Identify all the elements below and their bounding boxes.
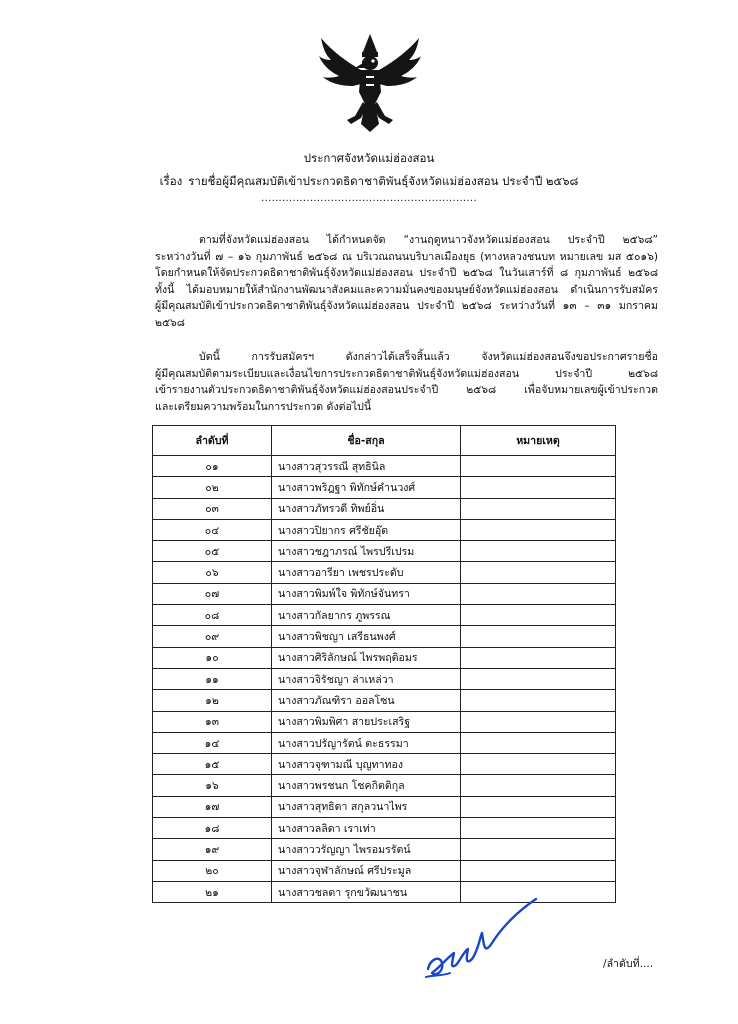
row-name: นางสาววรัญญา ไพรอมรรัตน์ bbox=[272, 839, 461, 860]
row-name: นางสาวพิชญา เสรีธนพงศ์ bbox=[272, 626, 461, 647]
table-row bbox=[153, 498, 616, 519]
announcement-subject-line bbox=[0, 173, 738, 189]
header-name: ชื่อ-สกุล bbox=[272, 426, 461, 456]
row-number: ๐๖ bbox=[153, 562, 272, 583]
row-number: ๑๔ bbox=[153, 732, 272, 753]
row-name: นางสาวจุฑามณี บุญทาทอง bbox=[272, 754, 461, 775]
table-row bbox=[153, 562, 616, 583]
row-number: ๑๖ bbox=[153, 775, 272, 796]
row-number: ๑๙ bbox=[153, 839, 272, 860]
paragraph-line: บัดนี้ การรับสมัครฯ ดังกล่าวได้เสร็จสิ้นแล้ว จังหวัดแม่ฮ่องสอนจึงขอประกาศรายชื่อ bbox=[199, 351, 658, 363]
table-row bbox=[153, 456, 616, 477]
row-name: นางสาวปรัญารัตน์ ตะธรรมา bbox=[272, 732, 461, 753]
row-number: ๐๕ bbox=[153, 541, 272, 562]
row-note bbox=[461, 839, 616, 860]
paragraph-line: ระหว่างวันที่ ๗ – ๑๖ กุมภาพันธ์ ๒๕๖๘ ณ บริเวณถนนบริบาลเมืองยุธ (ทางหลวงชนบท หมายเลข มส ๕๐๑๖) bbox=[155, 250, 658, 263]
paragraph-line: ทั้งนี้ ได้มอบหมายให้สำนักงานพัฒนาสังคมและความมั่นคงของมนุษย์จังหวัดแม่ฮ่องสอน ดำเนินการรับสมัคร bbox=[155, 283, 658, 296]
row-name: นางสาวอารียา เพชรประดับ bbox=[272, 562, 461, 583]
row-name: นางสาวสุทธิดา สกุลวนาไพร bbox=[272, 796, 461, 817]
table-row bbox=[153, 605, 616, 626]
announcement-title: ประกาศจังหวัดแม่ฮ่องสอน bbox=[303, 151, 435, 165]
row-note bbox=[461, 860, 616, 881]
candidate-table bbox=[152, 425, 616, 903]
header-order: ลำดับที่ bbox=[153, 426, 272, 456]
row-note bbox=[461, 754, 616, 775]
row-note bbox=[461, 796, 616, 817]
table-row bbox=[153, 775, 616, 796]
paragraph-line: ตามที่จังหวัดแม่ฮ่องสอน ได้กำหนดจัด “งานฤดูหนาวจังหวัดแม่ฮ่องสอน ประจำปี ๒๕๖๘” bbox=[199, 234, 658, 246]
header-note: หมายเหตุ bbox=[461, 426, 616, 456]
row-note bbox=[461, 583, 616, 604]
row-note bbox=[461, 562, 616, 583]
separator-line: .............................................................. bbox=[261, 193, 477, 204]
paragraph-line: เข้ารายงานตัวประกวดธิดาชาติพันธุ์จังหวัดแม่ฮ่องสอนประจำปี ๒๕๖๘ เพื่อจับหมายเลขผู้เข้าประกวด bbox=[155, 384, 658, 396]
row-note bbox=[461, 690, 616, 711]
row-number: ๐๒ bbox=[153, 477, 272, 498]
row-note bbox=[461, 498, 616, 519]
row-name: นางสาวภัณฑิรา ออลโซน bbox=[272, 690, 461, 711]
row-name: นางสาวพริฎฐา พิทักษ์คำนวงศ์ bbox=[272, 477, 461, 498]
row-name: นางสาวพิมพิศา สายประเสริฐ bbox=[272, 711, 461, 732]
table-row bbox=[153, 690, 616, 711]
row-note bbox=[461, 626, 616, 647]
row-name: นางสาวจุฬาลักษณ์ ศรีประมูล bbox=[272, 860, 461, 881]
row-note bbox=[461, 647, 616, 668]
paragraph-line: และเตรียมความพร้อมในการประกวด ดังต่อไปนี้ bbox=[155, 400, 372, 413]
row-name: นางสาวปิยากร ศรีชัยอุ๊ด bbox=[272, 519, 461, 540]
row-number: ๐๗ bbox=[153, 583, 272, 604]
table-row bbox=[153, 668, 616, 689]
continuation-marker: /ลำดับที่.... bbox=[603, 958, 654, 970]
row-name: นางสาวพิมพ์ใจ พิทักษ์จันทรา bbox=[272, 583, 461, 604]
paragraph-line: โดยกำหนดให้จัดประกวดธิดาชาติพันธุ์จังหวัดแม่ฮ่องสอน ประจำปี ๒๕๖๘ ในวันเสาร์ที่ ๘ กุมภาพันธ์ ๒๕๖๘ bbox=[155, 267, 658, 279]
row-number: ๑๗ bbox=[153, 796, 272, 817]
row-number: ๐๓ bbox=[153, 498, 272, 519]
row-name: นางสาวชฎาภรณ์ ไพรปรีเปรม bbox=[272, 541, 461, 562]
row-note bbox=[461, 541, 616, 562]
table-row bbox=[153, 541, 616, 562]
row-number: ๐๔ bbox=[153, 519, 272, 540]
table-row bbox=[153, 754, 616, 775]
signature-icon bbox=[420, 893, 542, 983]
table-row bbox=[153, 732, 616, 753]
row-number: ๐๙ bbox=[153, 626, 272, 647]
paragraph-announcement bbox=[155, 349, 658, 415]
row-number: ๐๑ bbox=[153, 456, 272, 477]
table-row bbox=[153, 519, 616, 540]
table-row bbox=[153, 626, 616, 647]
paragraph-intro bbox=[155, 232, 658, 331]
row-name: นางสาวศิริลักษณ์ ไพรพฤติอมร bbox=[272, 647, 461, 668]
paragraph-line: ผู้มีคุณสมบัติเข้าประกวดธิดาชาติพันธุ์จังหวัดแม่ฮ่องสอน ประจำปี ๒๕๖๘ ระหว่างวันที่ ๑๓ – ๓๑ มกราคม ๒๕๖๘ bbox=[155, 300, 658, 329]
row-number: ๑๐ bbox=[153, 647, 272, 668]
table-row bbox=[153, 477, 616, 498]
row-note bbox=[461, 668, 616, 689]
row-number: ๑๓ bbox=[153, 711, 272, 732]
row-name: นางสาวภัทรวดี ทิพย์อิ่น bbox=[272, 498, 461, 519]
row-number: ๐๘ bbox=[153, 605, 272, 626]
row-number: ๒๑ bbox=[153, 881, 272, 902]
table-row bbox=[153, 711, 616, 732]
row-number: ๑๕ bbox=[153, 754, 272, 775]
row-name: นางสาวชลดา รุกขวัฒนาชน bbox=[272, 881, 461, 902]
row-name: นางสาวสุวรรณี สุทธินิล bbox=[272, 456, 461, 477]
subject-label: เรื่อง bbox=[159, 174, 183, 188]
row-note bbox=[461, 519, 616, 540]
table-row bbox=[153, 881, 616, 902]
table-row bbox=[153, 818, 616, 839]
row-note bbox=[461, 605, 616, 626]
row-note bbox=[461, 732, 616, 753]
row-name: นางสาวลลิดา เราเท่า bbox=[272, 818, 461, 839]
paragraph-line: ผู้มีคุณสมบัติตามระเบียบและเงื่อนไขการประกวดธิดาชาติพันธุ์จังหวัดแม่ฮ่องสอน ประจำปี ๒๕๖๘ bbox=[155, 367, 658, 380]
row-name: นางสาวพรชนก โชคกิตติกุล bbox=[272, 775, 461, 796]
row-number: ๑๘ bbox=[153, 818, 272, 839]
row-name: นางสาวจิรัชญา ล่าเหล่วา bbox=[272, 668, 461, 689]
row-note bbox=[461, 711, 616, 732]
table-row bbox=[153, 583, 616, 604]
row-number: ๑๑ bbox=[153, 668, 272, 689]
table-row bbox=[153, 839, 616, 860]
row-number: ๑๒ bbox=[153, 690, 272, 711]
row-name: นางสาวกัลยากร ภูพรรณ bbox=[272, 605, 461, 626]
garuda-emblem-icon bbox=[317, 32, 423, 134]
subject-text: รายชื่อผู้มีคุณสมบัติเข้าประกวดธิดาชาติพันธุ์จังหวัดแม่ฮ่องสอน ประจำปี ๒๕๖๘ bbox=[188, 174, 579, 188]
table-row bbox=[153, 796, 616, 817]
row-note bbox=[461, 818, 616, 839]
row-note bbox=[461, 456, 616, 477]
table-body bbox=[153, 456, 616, 903]
table-row bbox=[153, 647, 616, 668]
row-number: ๒๐ bbox=[153, 860, 272, 881]
table-header-row bbox=[153, 426, 616, 456]
row-note bbox=[461, 775, 616, 796]
row-note bbox=[461, 477, 616, 498]
table-row bbox=[153, 860, 616, 881]
